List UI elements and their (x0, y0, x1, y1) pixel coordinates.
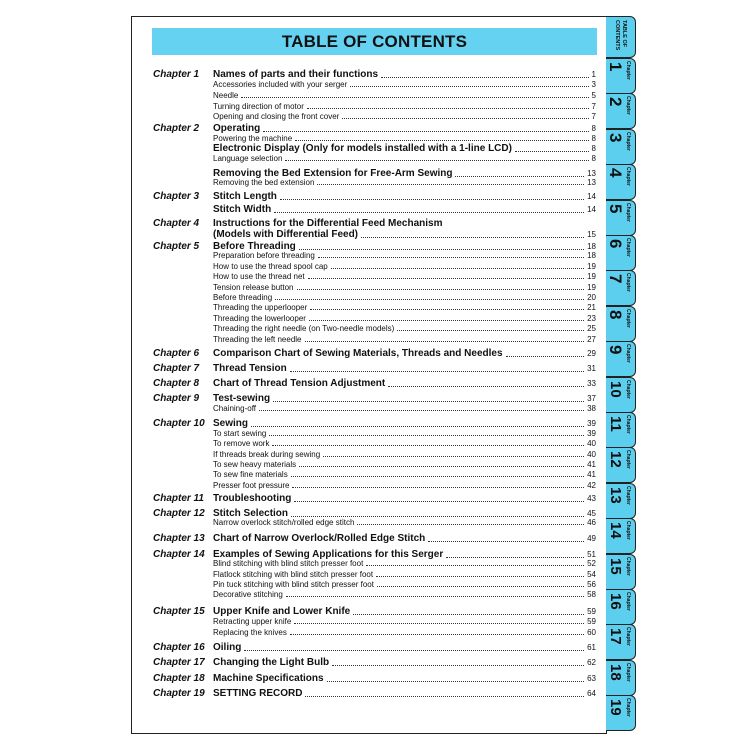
entry-title: Threading the left needle (213, 335, 302, 344)
entry-title: Threading the right needle (on Two-needle models) (213, 324, 395, 333)
entry-title: Decorative stitching (213, 590, 283, 599)
page-number: 13 (587, 169, 596, 178)
tab-chapter-word: Chapter (625, 592, 631, 611)
page-number: 20 (587, 293, 596, 302)
toc-entry[interactable] (132, 191, 606, 203)
page-number: 25 (587, 324, 596, 333)
page-number: 33 (587, 379, 596, 388)
chapter-label: Chapter 10 (153, 418, 205, 429)
leader-dots (428, 541, 584, 542)
page-number: 15 (587, 230, 596, 239)
page-number: 8 (591, 134, 596, 143)
toc-entry[interactable] (132, 178, 606, 190)
leader-dots (332, 665, 584, 666)
tab-chapter-word: Chapter (625, 485, 631, 505)
tab-chapter-number: 18 (607, 663, 624, 681)
toc-page (131, 16, 607, 734)
leader-dots (286, 596, 584, 597)
tab-chapter-word: Chapter (625, 308, 631, 328)
chapter-label: Chapter 19 (153, 688, 205, 699)
tab-chapter-10[interactable] (606, 377, 636, 413)
entry-title: Powering the machine (213, 134, 293, 143)
page-number: 64 (587, 689, 596, 698)
leader-dots (280, 199, 584, 200)
entry-title: Turning direction of motor (213, 102, 304, 111)
tab-chapter-number: 5 (606, 203, 625, 214)
page-number: 49 (587, 534, 596, 543)
page-number: 56 (587, 580, 596, 589)
leader-dots (388, 386, 584, 387)
leader-dots (377, 586, 584, 587)
page-number: 29 (587, 349, 596, 358)
entry-title: SETTING RECORD (213, 688, 303, 699)
leader-dots (397, 330, 584, 331)
page-number: 13 (587, 178, 596, 187)
chapter-label: Chapter 16 (153, 642, 205, 653)
leader-dots (291, 476, 584, 477)
leader-dots (297, 289, 585, 290)
tab-chapter-number: 17 (607, 628, 624, 646)
leader-dots (274, 212, 584, 213)
entry-title: Tension release button (213, 283, 294, 292)
leader-dots (342, 118, 588, 119)
toc-entry[interactable] (132, 335, 606, 347)
toc-entry[interactable] (132, 229, 606, 241)
entry-title: Before Threading (213, 241, 296, 252)
toc-entry[interactable] (132, 481, 606, 493)
tab-toc-line2: CONTENTS (614, 20, 620, 51)
entry-title: Preparation before threading (213, 251, 315, 260)
tab-chapter-9[interactable] (606, 341, 636, 377)
leader-dots (308, 278, 584, 279)
tab-chapter-number: 12 (607, 451, 624, 469)
page-number: 7 (591, 102, 596, 111)
entry-title: To sew heavy materials (213, 460, 297, 469)
entry-title: Chaining-off (213, 404, 256, 413)
entry-title: Before threading (213, 293, 273, 302)
leader-dots (272, 445, 584, 446)
entry-title: Electronic Display (Only for models installed with a 1-line LCD) (213, 143, 512, 154)
entry-title: Retracting upper knife (213, 617, 292, 626)
leader-dots (381, 77, 589, 78)
entry-title: Stitch Length (213, 191, 277, 202)
toc-entry[interactable] (132, 493, 606, 505)
tab-chapter-12[interactable] (606, 447, 636, 483)
tab-chapter-11[interactable] (606, 412, 636, 448)
tab-chapter-number: 4 (606, 168, 625, 178)
leader-dots (350, 86, 588, 87)
leader-dots (305, 696, 584, 697)
page-number: 21 (587, 303, 596, 312)
leader-dots (361, 237, 584, 238)
tab-chapter-word: Chapter (625, 167, 631, 187)
toc-entry[interactable] (132, 642, 606, 654)
leader-dots (317, 184, 584, 185)
page-number: 45 (587, 509, 596, 518)
tab-chapter-word: Chapter (625, 379, 631, 399)
entry-title: Examples of Sewing Applications for this Serger (213, 549, 444, 560)
toc-entry[interactable] (132, 673, 606, 685)
toc-entry[interactable] (132, 154, 606, 166)
page-number: 54 (587, 570, 596, 579)
tab-chapter-word: Chapter (625, 238, 631, 257)
leader-dots (295, 140, 588, 141)
leader-dots (318, 257, 584, 258)
entry-title: Replacing the knives (213, 628, 287, 637)
page-number: 40 (587, 439, 596, 448)
leader-dots (285, 160, 588, 161)
page-number: 59 (587, 617, 596, 626)
page-number: 59 (587, 607, 596, 616)
tab-chapter-word: Chapter (625, 450, 631, 470)
leader-dots (294, 623, 584, 624)
entry-title: Flatlock stitching with blind stitch presser foot (213, 570, 374, 579)
chapter-label: Chapter 3 (153, 191, 200, 202)
tab-chapter-word: Chapter (625, 415, 631, 434)
leader-dots (259, 410, 584, 411)
page-number: 39 (587, 429, 596, 438)
entry-title: Pin tuck stitching with blind stitch presser foot (213, 580, 374, 589)
leader-dots (263, 131, 588, 132)
tab-chapter-13[interactable] (606, 483, 636, 519)
toc-entry[interactable] (132, 378, 606, 390)
toc-entry[interactable] (132, 363, 606, 375)
page-number: 41 (587, 470, 596, 479)
entry-title: Removing the bed extension (213, 178, 315, 187)
page-number: 41 (587, 460, 596, 469)
chapter-label: Chapter 12 (153, 508, 205, 519)
tab-chapter-number: 15 (607, 557, 624, 575)
page-number: 14 (587, 192, 596, 201)
toc-entry[interactable] (132, 688, 606, 700)
page-number: 8 (591, 124, 596, 133)
page-number: 51 (587, 550, 596, 559)
tab-chapter-number: 2 (606, 97, 625, 107)
entry-title: (Models with Differential Feed) (213, 229, 359, 240)
tab-chapter-number: 9 (606, 345, 625, 355)
tab-chapter-number: 8 (606, 309, 625, 320)
tab-chapter-16[interactable] (606, 589, 636, 625)
entry-title: Removing the Bed Extension for Free-Arm Sewing (213, 168, 453, 179)
chapter-label: Chapter 1 (153, 69, 200, 80)
leader-dots (331, 268, 584, 269)
leader-dots (455, 176, 584, 177)
page-number: 27 (587, 335, 596, 344)
leader-dots (292, 487, 584, 488)
leader-dots (299, 466, 584, 467)
entry-title: Presser foot pressure (213, 481, 290, 490)
page-number: 23 (587, 314, 596, 323)
leader-dots (291, 516, 584, 517)
toc-entry[interactable] (132, 590, 606, 602)
tab-table-of-contents[interactable] (606, 16, 636, 58)
leader-dots (299, 249, 584, 250)
page-number: 14 (587, 205, 596, 214)
entry-title: Oiling (213, 642, 242, 653)
tab-chapter-number: 14 (607, 522, 624, 539)
page-number: 7 (591, 112, 596, 121)
toc-entry[interactable] (132, 204, 606, 216)
entry-title: To start sewing (213, 429, 267, 438)
tab-chapter-word: Chapter (625, 521, 631, 541)
entry-title: Thread Tension (213, 363, 287, 374)
tab-chapter-5[interactable] (606, 200, 636, 236)
chapter-label: Chapter 4 (153, 218, 200, 229)
entry-title: Stitch Width (213, 204, 272, 215)
entry-title: Accessories included with your serger (213, 80, 348, 89)
toc-entry[interactable] (132, 348, 606, 360)
chapter-label: Chapter 11 (153, 493, 204, 504)
leader-dots (357, 524, 584, 525)
chapter-label: Chapter 13 (153, 533, 205, 544)
entry-title: Opening and closing the front cover (213, 112, 340, 121)
page-number: 61 (587, 643, 596, 652)
page-number: 1 (591, 70, 596, 79)
page-number: 19 (587, 283, 596, 292)
page-number: 63 (587, 674, 596, 683)
tab-chapter-word: Chapter (625, 273, 631, 293)
tab-chapter-6[interactable] (606, 235, 636, 271)
entry-title: How to use the thread net (213, 272, 305, 281)
page-number: 42 (587, 481, 596, 490)
tab-chapter-number: 10 (607, 380, 624, 398)
entry-title: Operating (213, 123, 261, 134)
leader-dots (506, 356, 585, 357)
page-number: 38 (587, 404, 596, 413)
leader-dots (290, 634, 584, 635)
tab-chapter-number: 16 (607, 593, 624, 610)
page-number: 46 (587, 518, 596, 527)
entry-title: To sew fine materials (213, 470, 288, 479)
chapter-label: Chapter 7 (153, 363, 200, 374)
tab-chapter-number: 13 (607, 486, 624, 504)
entry-title: Instructions for the Differential Feed Mechanism (213, 218, 443, 229)
leader-dots (366, 565, 584, 566)
tab-chapter-4[interactable] (606, 164, 636, 200)
leader-dots (353, 614, 584, 615)
entry-title: Threading the upperlooper (213, 303, 308, 312)
page-number: 52 (587, 559, 596, 568)
tab-chapter-word: Chapter (625, 61, 631, 80)
tab-chapter-19[interactable] (606, 695, 636, 731)
entry-title: How to use the thread spool cap (213, 262, 328, 271)
leader-dots (269, 435, 584, 436)
tab-chapter-17[interactable] (606, 624, 636, 660)
entry-title: Narrow overlock stitch/rolled edge stitch (213, 518, 355, 527)
entry-title: Sewing (213, 418, 249, 429)
chapter-label: Chapter 2 (153, 123, 200, 134)
toc-entry[interactable] (132, 533, 606, 545)
page-title: TABLE OF CONTENTS (281, 31, 468, 51)
leader-dots (446, 557, 584, 558)
entry-title: Stitch Selection (213, 508, 289, 519)
page-number: 39 (587, 419, 596, 428)
leader-dots (309, 320, 584, 321)
entry-title: Changing the Light Bulb (213, 657, 330, 668)
entry-title: Troubleshooting (213, 493, 292, 504)
chapter-label: Chapter 5 (153, 241, 200, 252)
page-number: 19 (587, 272, 596, 281)
toc-list (132, 17, 606, 733)
leader-dots (290, 371, 584, 372)
leader-dots (244, 650, 584, 651)
toc-entry[interactable] (132, 628, 606, 640)
toc-entry[interactable] (132, 518, 606, 530)
entry-title: Names of parts and their functions (213, 69, 379, 80)
tab-toc-line1: TABLE OF (621, 20, 627, 48)
page-number: 18 (587, 251, 596, 260)
leader-dots (251, 426, 584, 427)
chapter-label: Chapter 18 (153, 673, 205, 684)
page-number: 18 (587, 242, 596, 251)
leader-dots (294, 501, 584, 502)
leader-dots (305, 341, 585, 342)
entry-title: Machine Specifications (213, 673, 324, 684)
tab-chapter-number: 11 (607, 416, 624, 432)
entry-title: If threads break during sewing (213, 450, 321, 459)
page-number: 37 (587, 394, 596, 403)
page-number: 5 (591, 91, 596, 100)
tab-chapter-number: 7 (606, 274, 625, 284)
leader-dots (310, 309, 584, 310)
entry-title: Comparison Chart of Sewing Materials, Threads and Needles (213, 348, 503, 359)
tab-chapter-2[interactable] (606, 93, 636, 129)
chapter-label: Chapter 15 (153, 606, 205, 617)
toc-entry[interactable] (132, 657, 606, 669)
tab-chapter-14[interactable] (606, 518, 636, 554)
entry-title: Needle (213, 91, 239, 100)
page-number: 43 (587, 494, 596, 503)
leader-dots (515, 151, 589, 152)
tab-chapter-8[interactable] (606, 306, 636, 342)
tab-chapter-word: Chapter (625, 202, 631, 222)
entry-title: Chart of Thread Tension Adjustment (213, 378, 386, 389)
entry-title: Upper Knife and Lower Knife (213, 606, 351, 617)
chapter-label: Chapter 8 (153, 378, 200, 389)
tab-chapter-number: 19 (607, 699, 624, 716)
leader-dots (307, 108, 589, 109)
entry-title: Test-sewing (213, 393, 271, 404)
tab-chapter-word: Chapter (625, 344, 631, 364)
entry-title: Language selection (213, 154, 283, 163)
tab-chapter-word: Chapter (625, 627, 631, 647)
page-number: 3 (591, 80, 596, 89)
tab-chapter-3[interactable] (606, 129, 636, 165)
tab-chapter-word: Chapter (625, 662, 631, 682)
chapter-label: Chapter 14 (153, 549, 205, 560)
page-number: 40 (587, 450, 596, 459)
entry-title: Chart of Narrow Overlock/Rolled Edge Stitch (213, 533, 426, 544)
leader-dots (241, 97, 588, 98)
tab-chapter-18[interactable] (606, 660, 636, 696)
tab-chapter-number: 6 (606, 239, 625, 249)
toc-entry[interactable] (132, 404, 606, 416)
chapter-label: Chapter 17 (153, 657, 205, 668)
leader-dots (323, 456, 584, 457)
chapter-label: Chapter 6 (153, 348, 200, 359)
tab-chapter-1[interactable] (606, 58, 636, 94)
page-number: 31 (587, 364, 596, 373)
entry-title: Threading the lowerlooper (213, 314, 306, 323)
leader-dots (275, 299, 584, 300)
page-number: 8 (591, 154, 596, 163)
entry-title: Blind stitching with blind stitch presser foot (213, 559, 364, 568)
page-number: 8 (591, 144, 596, 153)
chapter-label: Chapter 9 (153, 393, 200, 404)
tab-chapter-15[interactable] (606, 554, 636, 590)
tab-chapter-word: Chapter (625, 698, 631, 718)
page-number: 62 (587, 658, 596, 667)
page-number: 60 (587, 628, 596, 637)
leader-dots (273, 401, 584, 402)
tab-chapter-word: Chapter (625, 131, 631, 151)
tab-chapter-word: Chapter (625, 96, 631, 116)
tab-chapter-number: 3 (606, 132, 625, 143)
tab-chapter-number: 1 (606, 62, 625, 72)
tab-chapter-7[interactable] (606, 270, 636, 306)
page-number: 58 (587, 590, 596, 599)
leader-dots (327, 681, 585, 682)
leader-dots (376, 576, 584, 577)
page-number: 19 (587, 262, 596, 271)
tab-chapter-word: Chapter (625, 556, 631, 576)
entry-title: To remove work (213, 439, 270, 448)
